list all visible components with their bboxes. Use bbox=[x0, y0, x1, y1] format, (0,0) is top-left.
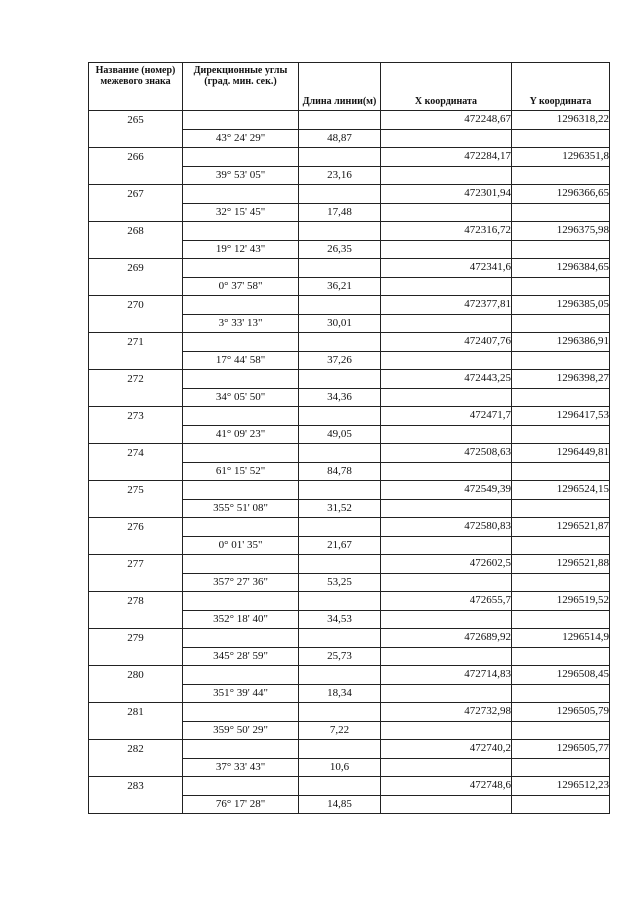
directional-angle-cell: 0° 01' 35" bbox=[183, 536, 299, 555]
empty-x-cell bbox=[381, 721, 512, 740]
header-line-length: Длина линии(м) bbox=[299, 63, 381, 111]
empty-angle-cell bbox=[183, 111, 299, 130]
table-row-point bbox=[89, 555, 610, 574]
line-length-cell: 84,78 bbox=[299, 462, 381, 481]
empty-x-cell bbox=[381, 314, 512, 333]
empty-y-cell bbox=[512, 795, 610, 814]
line-length-cell: 36,21 bbox=[299, 277, 381, 296]
empty-name-cell bbox=[89, 721, 183, 740]
point-name-cell: 276 bbox=[89, 518, 183, 537]
point-name-cell: 282 bbox=[89, 740, 183, 759]
x-coordinate-cell: 472549,39 bbox=[381, 481, 512, 500]
point-name-cell: 283 bbox=[89, 777, 183, 796]
empty-x-cell bbox=[381, 462, 512, 481]
table-row-point bbox=[89, 111, 610, 130]
empty-name-cell bbox=[89, 758, 183, 777]
empty-x-cell bbox=[381, 351, 512, 370]
empty-length-cell bbox=[299, 259, 381, 278]
point-name-cell: 265 bbox=[89, 111, 183, 130]
empty-y-cell bbox=[512, 240, 610, 259]
table-row-point bbox=[89, 222, 610, 241]
empty-angle-cell bbox=[183, 370, 299, 389]
empty-length-cell bbox=[299, 296, 381, 315]
table-row-point bbox=[89, 703, 610, 722]
empty-angle-cell bbox=[183, 185, 299, 204]
directional-angle-cell: 0° 37' 58" bbox=[183, 277, 299, 296]
y-coordinate-cell: 1296385,05 bbox=[512, 296, 610, 315]
empty-y-cell bbox=[512, 536, 610, 555]
x-coordinate-cell: 472732,98 bbox=[381, 703, 512, 722]
empty-name-cell bbox=[89, 203, 183, 222]
empty-angle-cell bbox=[183, 481, 299, 500]
table-row-point bbox=[89, 592, 610, 611]
empty-y-cell bbox=[512, 647, 610, 666]
empty-name-cell bbox=[89, 388, 183, 407]
empty-name-cell bbox=[89, 499, 183, 518]
table-row-point bbox=[89, 666, 610, 685]
x-coordinate-cell: 472471,7 bbox=[381, 407, 512, 426]
empty-length-cell bbox=[299, 555, 381, 574]
y-coordinate-cell: 1296398,27 bbox=[512, 370, 610, 389]
empty-angle-cell bbox=[183, 259, 299, 278]
empty-y-cell bbox=[512, 277, 610, 296]
table-row-point bbox=[89, 333, 610, 352]
directional-angle-cell: 32° 15' 45" bbox=[183, 203, 299, 222]
table-row-segment bbox=[89, 795, 610, 814]
empty-name-cell bbox=[89, 610, 183, 629]
empty-angle-cell bbox=[183, 703, 299, 722]
table-row-point bbox=[89, 296, 610, 315]
table-row-segment bbox=[89, 203, 610, 222]
empty-length-cell bbox=[299, 592, 381, 611]
table-row-point bbox=[89, 481, 610, 500]
empty-angle-cell bbox=[183, 518, 299, 537]
empty-length-cell bbox=[299, 629, 381, 648]
table-row-segment bbox=[89, 684, 610, 703]
table-row-point bbox=[89, 370, 610, 389]
directional-angle-cell: 355° 51' 08" bbox=[183, 499, 299, 518]
empty-x-cell bbox=[381, 536, 512, 555]
x-coordinate-cell: 472407,76 bbox=[381, 333, 512, 352]
empty-y-cell bbox=[512, 721, 610, 740]
y-coordinate-cell: 1296505,79 bbox=[512, 703, 610, 722]
empty-name-cell bbox=[89, 536, 183, 555]
y-coordinate-cell: 1296384,65 bbox=[512, 259, 610, 278]
x-coordinate-cell: 472341,6 bbox=[381, 259, 512, 278]
empty-y-cell bbox=[512, 166, 610, 185]
header-directional-angles: Дирекционные углы (град. мин. сек.) bbox=[183, 63, 299, 111]
empty-angle-cell bbox=[183, 407, 299, 426]
empty-angle-cell bbox=[183, 592, 299, 611]
directional-angle-cell: 357° 27' 36" bbox=[183, 573, 299, 592]
table-header-row bbox=[89, 63, 610, 111]
table-row-segment bbox=[89, 758, 610, 777]
x-coordinate-cell: 472248,67 bbox=[381, 111, 512, 130]
empty-x-cell bbox=[381, 388, 512, 407]
y-coordinate-cell: 1296512,23 bbox=[512, 777, 610, 796]
table-row-segment bbox=[89, 166, 610, 185]
x-coordinate-cell: 472748,6 bbox=[381, 777, 512, 796]
empty-length-cell bbox=[299, 185, 381, 204]
line-length-cell: 30,01 bbox=[299, 314, 381, 333]
y-coordinate-cell: 1296375,98 bbox=[512, 222, 610, 241]
table-row-segment bbox=[89, 721, 610, 740]
directional-angle-cell: 351° 39' 44" bbox=[183, 684, 299, 703]
table-row-segment bbox=[89, 425, 610, 444]
line-length-cell: 31,52 bbox=[299, 499, 381, 518]
table-row-segment bbox=[89, 388, 610, 407]
table-row-point bbox=[89, 629, 610, 648]
empty-angle-cell bbox=[183, 222, 299, 241]
point-name-cell: 270 bbox=[89, 296, 183, 315]
point-name-cell: 271 bbox=[89, 333, 183, 352]
table-row-point bbox=[89, 259, 610, 278]
table-row-segment bbox=[89, 536, 610, 555]
x-coordinate-cell: 472301,94 bbox=[381, 185, 512, 204]
y-coordinate-cell: 1296508,45 bbox=[512, 666, 610, 685]
empty-x-cell bbox=[381, 610, 512, 629]
directional-angle-cell: 345° 28' 59" bbox=[183, 647, 299, 666]
empty-angle-cell bbox=[183, 444, 299, 463]
directional-angle-cell: 76° 17' 28" bbox=[183, 795, 299, 814]
empty-y-cell bbox=[512, 462, 610, 481]
y-coordinate-cell: 1296318,22 bbox=[512, 111, 610, 130]
line-length-cell: 21,67 bbox=[299, 536, 381, 555]
header-point-name: Название (номер) межевого знака bbox=[89, 63, 183, 111]
empty-length-cell bbox=[299, 444, 381, 463]
line-length-cell: 53,25 bbox=[299, 573, 381, 592]
empty-y-cell bbox=[512, 314, 610, 333]
empty-length-cell bbox=[299, 333, 381, 352]
empty-x-cell bbox=[381, 795, 512, 814]
table-row-segment bbox=[89, 129, 610, 148]
document-sheet bbox=[88, 62, 609, 814]
empty-x-cell bbox=[381, 499, 512, 518]
point-name-cell: 269 bbox=[89, 259, 183, 278]
line-length-cell: 34,53 bbox=[299, 610, 381, 629]
table-row-point bbox=[89, 740, 610, 759]
point-name-cell: 281 bbox=[89, 703, 183, 722]
table-row-point bbox=[89, 407, 610, 426]
point-name-cell: 279 bbox=[89, 629, 183, 648]
table-row-point bbox=[89, 518, 610, 537]
point-name-cell: 277 bbox=[89, 555, 183, 574]
empty-y-cell bbox=[512, 129, 610, 148]
x-coordinate-cell: 472602,5 bbox=[381, 555, 512, 574]
empty-y-cell bbox=[512, 499, 610, 518]
line-length-cell: 10,6 bbox=[299, 758, 381, 777]
line-length-cell: 25,73 bbox=[299, 647, 381, 666]
y-coordinate-cell: 1296417,53 bbox=[512, 407, 610, 426]
table-row-segment bbox=[89, 573, 610, 592]
empty-x-cell bbox=[381, 129, 512, 148]
line-length-cell: 48,87 bbox=[299, 129, 381, 148]
directional-angle-cell: 352° 18' 40" bbox=[183, 610, 299, 629]
table-row-segment bbox=[89, 499, 610, 518]
empty-name-cell bbox=[89, 166, 183, 185]
empty-angle-cell bbox=[183, 296, 299, 315]
line-length-cell: 14,85 bbox=[299, 795, 381, 814]
empty-x-cell bbox=[381, 203, 512, 222]
empty-length-cell bbox=[299, 481, 381, 500]
line-length-cell: 37,26 bbox=[299, 351, 381, 370]
empty-length-cell bbox=[299, 777, 381, 796]
line-length-cell: 17,48 bbox=[299, 203, 381, 222]
x-coordinate-cell: 472508,63 bbox=[381, 444, 512, 463]
x-coordinate-cell: 472316,72 bbox=[381, 222, 512, 241]
empty-y-cell bbox=[512, 203, 610, 222]
y-coordinate-cell: 1296366,65 bbox=[512, 185, 610, 204]
empty-length-cell bbox=[299, 518, 381, 537]
header-y-coordinate: Y координата bbox=[512, 63, 610, 111]
empty-name-cell bbox=[89, 647, 183, 666]
empty-angle-cell bbox=[183, 777, 299, 796]
y-coordinate-cell: 1296521,87 bbox=[512, 518, 610, 537]
header-x-coordinate: X координата bbox=[381, 63, 512, 111]
empty-name-cell bbox=[89, 277, 183, 296]
x-coordinate-cell: 472377,81 bbox=[381, 296, 512, 315]
empty-x-cell bbox=[381, 684, 512, 703]
empty-y-cell bbox=[512, 425, 610, 444]
empty-x-cell bbox=[381, 166, 512, 185]
empty-x-cell bbox=[381, 240, 512, 259]
table-row-segment bbox=[89, 314, 610, 333]
empty-length-cell bbox=[299, 703, 381, 722]
directional-angle-cell: 19° 12' 43" bbox=[183, 240, 299, 259]
empty-name-cell bbox=[89, 129, 183, 148]
y-coordinate-cell: 1296514,9 bbox=[512, 629, 610, 648]
table-row-point bbox=[89, 444, 610, 463]
directional-angle-cell: 3° 33' 13" bbox=[183, 314, 299, 333]
line-length-cell: 26,35 bbox=[299, 240, 381, 259]
y-coordinate-cell: 1296351,8 bbox=[512, 148, 610, 167]
y-coordinate-cell: 1296505,77 bbox=[512, 740, 610, 759]
directional-angle-cell: 61° 15' 52" bbox=[183, 462, 299, 481]
empty-name-cell bbox=[89, 684, 183, 703]
directional-angle-cell: 37° 33' 43" bbox=[183, 758, 299, 777]
x-coordinate-cell: 472284,17 bbox=[381, 148, 512, 167]
empty-length-cell bbox=[299, 407, 381, 426]
x-coordinate-cell: 472443,25 bbox=[381, 370, 512, 389]
table-body bbox=[89, 111, 610, 814]
empty-x-cell bbox=[381, 573, 512, 592]
empty-length-cell bbox=[299, 740, 381, 759]
x-coordinate-cell: 472714,83 bbox=[381, 666, 512, 685]
empty-x-cell bbox=[381, 277, 512, 296]
empty-length-cell bbox=[299, 148, 381, 167]
directional-angle-cell: 34° 05' 50" bbox=[183, 388, 299, 407]
directional-angle-cell: 359° 50' 29" bbox=[183, 721, 299, 740]
empty-length-cell bbox=[299, 222, 381, 241]
x-coordinate-cell: 472655,7 bbox=[381, 592, 512, 611]
empty-angle-cell bbox=[183, 740, 299, 759]
empty-name-cell bbox=[89, 240, 183, 259]
point-name-cell: 273 bbox=[89, 407, 183, 426]
empty-name-cell bbox=[89, 314, 183, 333]
point-name-cell: 272 bbox=[89, 370, 183, 389]
empty-length-cell bbox=[299, 370, 381, 389]
line-length-cell: 23,16 bbox=[299, 166, 381, 185]
empty-x-cell bbox=[381, 425, 512, 444]
x-coordinate-cell: 472580,83 bbox=[381, 518, 512, 537]
x-coordinate-cell: 472689,92 bbox=[381, 629, 512, 648]
directional-angle-cell: 17° 44' 58" bbox=[183, 351, 299, 370]
table-row-point bbox=[89, 777, 610, 796]
empty-y-cell bbox=[512, 758, 610, 777]
empty-angle-cell bbox=[183, 333, 299, 352]
empty-name-cell bbox=[89, 351, 183, 370]
y-coordinate-cell: 1296449,81 bbox=[512, 444, 610, 463]
empty-angle-cell bbox=[183, 148, 299, 167]
line-length-cell: 34,36 bbox=[299, 388, 381, 407]
point-name-cell: 274 bbox=[89, 444, 183, 463]
empty-x-cell bbox=[381, 758, 512, 777]
y-coordinate-cell: 1296521,88 bbox=[512, 555, 610, 574]
directional-angle-cell: 39° 53' 05" bbox=[183, 166, 299, 185]
directional-angle-cell: 43° 24' 29" bbox=[183, 129, 299, 148]
empty-y-cell bbox=[512, 610, 610, 629]
empty-name-cell bbox=[89, 795, 183, 814]
table-row-segment bbox=[89, 351, 610, 370]
line-length-cell: 49,05 bbox=[299, 425, 381, 444]
empty-name-cell bbox=[89, 573, 183, 592]
empty-length-cell bbox=[299, 111, 381, 130]
y-coordinate-cell: 1296524,15 bbox=[512, 481, 610, 500]
table-row-point bbox=[89, 148, 610, 167]
table-row-point bbox=[89, 185, 610, 204]
y-coordinate-cell: 1296386,91 bbox=[512, 333, 610, 352]
boundary-coordinates-table bbox=[88, 62, 610, 814]
empty-angle-cell bbox=[183, 629, 299, 648]
directional-angle-cell: 41° 09' 23" bbox=[183, 425, 299, 444]
point-name-cell: 267 bbox=[89, 185, 183, 204]
table-row-segment bbox=[89, 462, 610, 481]
point-name-cell: 280 bbox=[89, 666, 183, 685]
x-coordinate-cell: 472740,2 bbox=[381, 740, 512, 759]
empty-x-cell bbox=[381, 647, 512, 666]
point-name-cell: 266 bbox=[89, 148, 183, 167]
empty-angle-cell bbox=[183, 666, 299, 685]
empty-y-cell bbox=[512, 351, 610, 370]
line-length-cell: 18,34 bbox=[299, 684, 381, 703]
point-name-cell: 278 bbox=[89, 592, 183, 611]
table-row-segment bbox=[89, 240, 610, 259]
empty-y-cell bbox=[512, 388, 610, 407]
y-coordinate-cell: 1296519,52 bbox=[512, 592, 610, 611]
empty-y-cell bbox=[512, 573, 610, 592]
empty-length-cell bbox=[299, 666, 381, 685]
empty-y-cell bbox=[512, 684, 610, 703]
empty-angle-cell bbox=[183, 555, 299, 574]
empty-name-cell bbox=[89, 425, 183, 444]
line-length-cell: 7,22 bbox=[299, 721, 381, 740]
table-row-segment bbox=[89, 647, 610, 666]
table-row-segment bbox=[89, 610, 610, 629]
point-name-cell: 275 bbox=[89, 481, 183, 500]
empty-name-cell bbox=[89, 462, 183, 481]
point-name-cell: 268 bbox=[89, 222, 183, 241]
table-row-segment bbox=[89, 277, 610, 296]
